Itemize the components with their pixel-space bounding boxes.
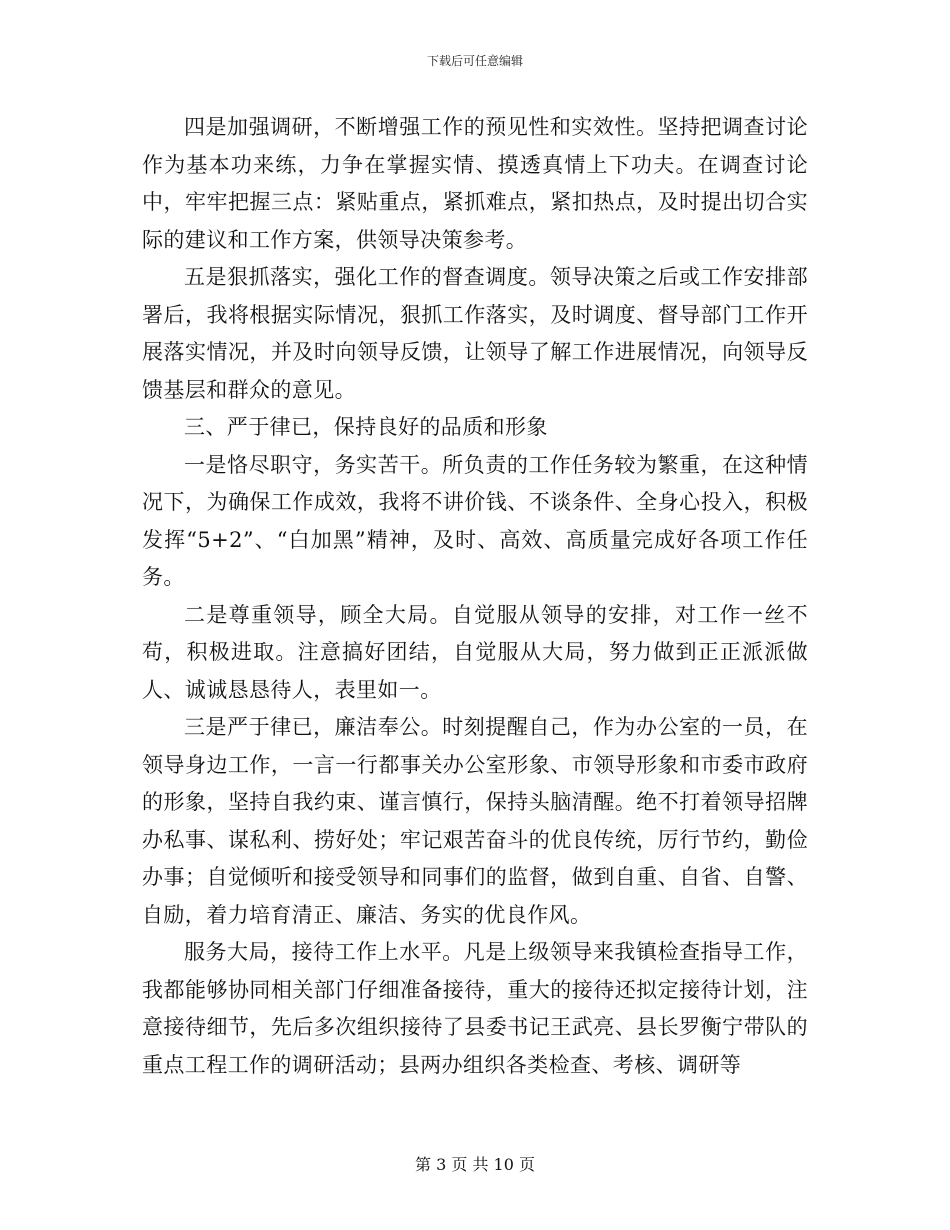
paragraph-implementation: 五是狠抓落实，强化工作的督查调度。领导决策之后或工作安排部署后，我将根据实际情况，狠抓工作落实，及时调度、督导部门工作开展落实情况，并及时向领导反馈，让领导了解工作进展情况，向领导反馈基层和群众的意见。	[142, 265, 808, 402]
section-heading: 三、严于律已，保持良好的品质和形象	[184, 415, 548, 439]
page-number: 第 3 页 共 10 页	[415, 1155, 535, 1174]
document-body	[142, 109, 808, 1084]
page-header-note: 下载后可任意编辑	[426, 54, 523, 68]
paragraph-research: 四是加强调研，不断增强工作的预见性和实效性。坚持把调查讨论作为基本功来练，力争在掌握实情、摸透真情上下功夫。在调查讨论中，牢牢把握三点：紧贴重点，紧抓难点，紧扣热点，及时提出切合实际的建议和工作方案，供领导决策参考。	[142, 115, 808, 252]
paragraph-duty: 一是恪尽职守，务实苦干。所负责的工作任务较为繁重，在这种情况下，为确保工作成效，我将不讲价钱、不谈条件、全身心投入，积极发挥“5+2”、“白加黑”精神，及时、高效、高质量完成好各项工作任务。	[142, 452, 808, 589]
paragraph-discipline: 三是严于律已，廉洁奉公。时刻提醒自己，作为办公室的一员，在领导身边工作，一言一行都事关办公室形象、市领导形象和市委市政府的形象，坚持自我约束、谨言慎行，保持头脑清醒。绝不打着领导招牌办私事、谋私利、捞好处；牢记艰苦奋斗的优良传统，厉行节约，勤俭办事；自觉倾听和接受领导和同事们的监督，做到自重、自省、自警、自励，着力培育清正、廉洁、务实的优良作风。	[142, 715, 808, 927]
paragraph-reception: 服务大局，接待工作上水平。凡是上级领导来我镇检查指导工作，我都能够协同相关部门仔细准备接待，重大的接待还拟定接待计划，注意接待细节，先后多次组织接待了县委书记王武亮、县长罗衡宁带队的重点工程工作的调研活动；县两办组织各类检查、考核、调研等	[142, 940, 808, 1077]
paragraph-respect: 二是尊重领导，顾全大局。自觉服从领导的安排，对工作一丝不苟，积极进取。注意搞好团结，自觉服从大局，努力做到正正派派做人、诚诚恳恳待人，表里如一。	[142, 602, 808, 702]
